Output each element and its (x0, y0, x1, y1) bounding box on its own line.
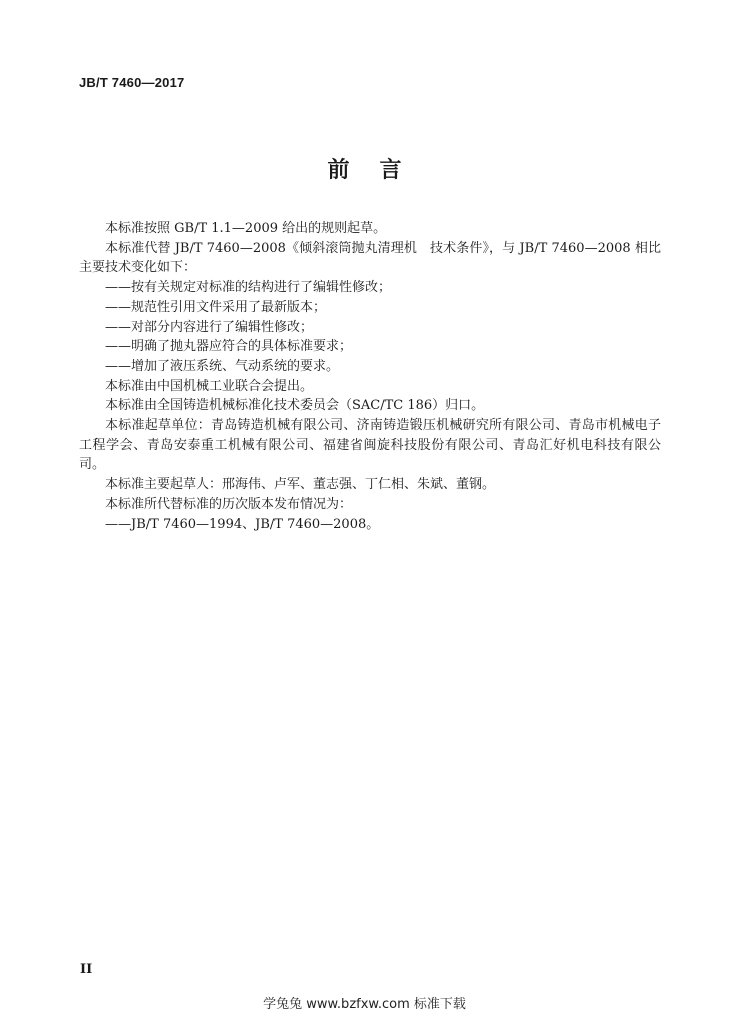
change-item: ——增加了液压系统、气动系统的要求。 (105, 358, 340, 374)
change-item: ——对部分内容进行了编辑性修改； (105, 319, 314, 335)
paragraph-proposer: 本标准由中国机械工业联合会提出。 (105, 378, 314, 394)
document-code: JB/T 7460—2017 (79, 75, 185, 90)
paragraph-drafting-units: 本标准起草单位：青岛铸造机械有限公司、济南铸造锻压机械研究所有限公司、青岛市机械电子工程学会、青岛安泰重工机械有限公司、福建省闽旋科技股份有限公司、青岛汇好机电科技有限公司。 (79, 418, 661, 473)
paragraph-history-intro: 本标准所代替标准的历次版本发布情况为： (105, 496, 353, 512)
document-body (79, 219, 661, 534)
page-title: 前言 (327, 158, 432, 183)
change-item: ——规范性引用文件采用了最新版本； (105, 299, 327, 315)
paragraph-drafters: 本标准主要起草人：邢海伟、卢军、董志强、丁仁相、朱斌、董钢。 (105, 477, 496, 493)
change-item: ——明确了抛丸器应符合的具体标准要求； (105, 339, 353, 355)
page-number: II (80, 962, 93, 977)
paragraph-replacement: 本标准代替 JB/T 7460—2008《倾斜滚筒抛丸清理机 技术条件》，与 JB/T 7460—2008 相比主要技术变化如下： (79, 240, 661, 276)
change-item: ——按有关规定对标准的结构进行了编辑性修改； (105, 280, 392, 296)
history-item: ——JB/T 7460—1994、JB/T 7460—2008。 (105, 516, 380, 532)
paragraph-drafting-rule: 本标准按照 GB/T 1.1—2009 给出的规则起草。 (105, 221, 387, 236)
footer-watermark: 学兔兔 www.bzfxw.com 标准下载 (263, 997, 466, 1012)
paragraph-committee: 本标准由全国铸造机械标准化技术委员会（SAC/TC 186）归口。 (105, 398, 485, 414)
